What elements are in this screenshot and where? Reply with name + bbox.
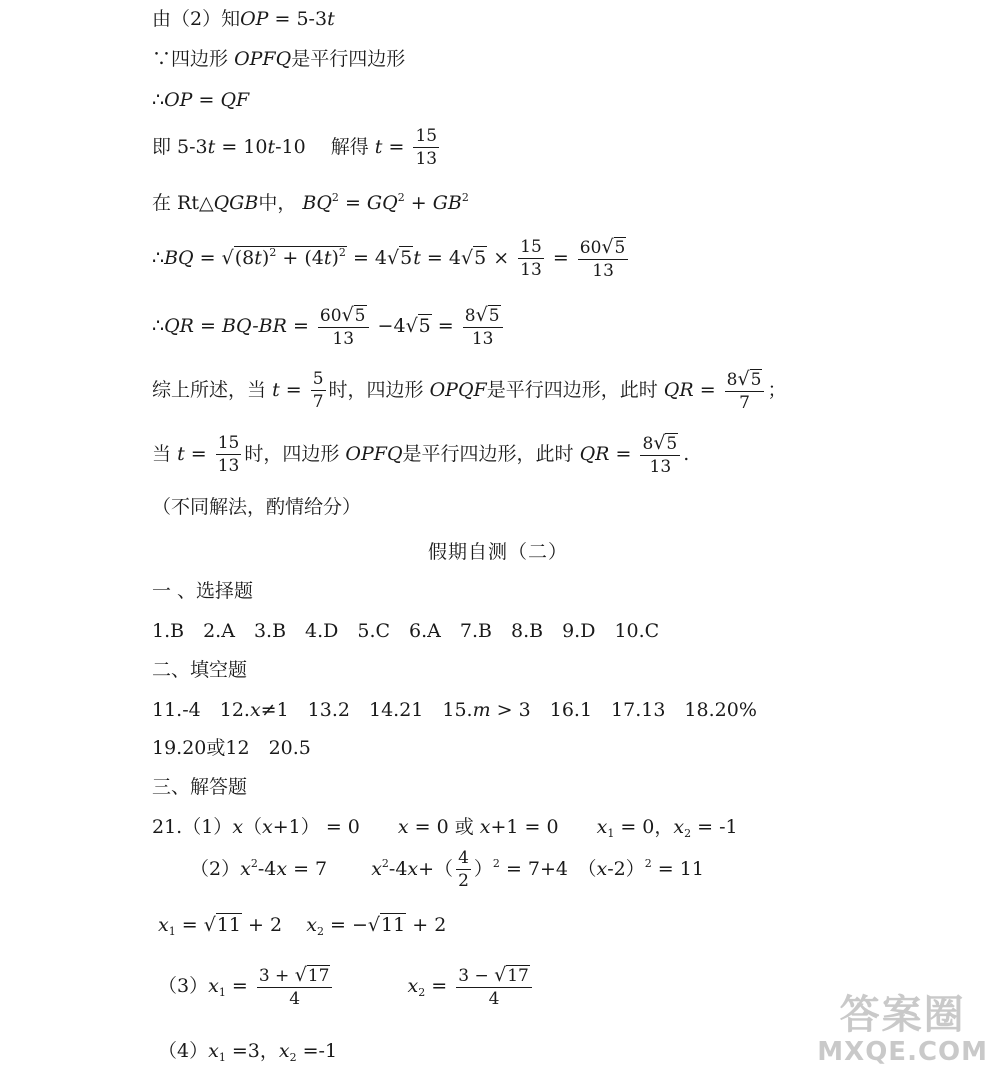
fraction bbox=[311, 371, 326, 411]
denominator: 13 bbox=[217, 456, 240, 476]
line-op bbox=[152, 10, 335, 29]
var-opfq: OPFQ bbox=[345, 443, 403, 465]
text: = -1 bbox=[691, 816, 738, 838]
radicand: 5 bbox=[666, 434, 678, 454]
text: （ bbox=[243, 816, 263, 838]
numerator: 4 bbox=[458, 848, 469, 868]
subscript: 1 bbox=[168, 925, 176, 938]
text: = 10 bbox=[215, 136, 268, 158]
var-x: x bbox=[596, 858, 608, 880]
line-pythagoras bbox=[152, 191, 469, 214]
var-op: OP bbox=[164, 89, 193, 111]
text: ≠1 13.2 14.21 15. bbox=[260, 699, 473, 721]
text: +1 = 0 bbox=[490, 816, 597, 838]
text: 当 bbox=[152, 443, 172, 465]
var-m: m bbox=[472, 699, 491, 721]
line-op-qf bbox=[152, 91, 249, 110]
var-bq: BQ bbox=[164, 247, 194, 269]
radicand: 5 bbox=[354, 306, 366, 326]
var-opfq: OPFQ bbox=[234, 48, 292, 70]
var-t: t bbox=[177, 443, 185, 465]
heading-choice: 一 、选择题 bbox=[152, 580, 254, 602]
radical bbox=[461, 249, 487, 268]
text: -4 bbox=[388, 858, 408, 880]
sqrt-icon: √ bbox=[405, 315, 418, 337]
sqrt-icon: √ bbox=[221, 247, 234, 269]
line-summary-1 bbox=[152, 370, 786, 412]
radicand: 11 bbox=[381, 914, 406, 936]
text: ) bbox=[331, 247, 339, 269]
fraction bbox=[456, 966, 532, 1008]
text: = bbox=[382, 136, 411, 158]
text: = bbox=[693, 379, 722, 401]
radical bbox=[406, 317, 432, 336]
var-bq-br: BQ-BR bbox=[221, 315, 287, 337]
fraction bbox=[463, 306, 503, 348]
var-t: t bbox=[207, 136, 216, 158]
text: 11.-4 12. bbox=[152, 699, 250, 721]
text: + 2 bbox=[406, 914, 447, 936]
var-x: x bbox=[232, 816, 244, 838]
q21-part4 bbox=[158, 1040, 338, 1064]
numerator: 3 + bbox=[258, 966, 295, 986]
text: 综上所述，当 bbox=[152, 379, 267, 401]
var-x: x bbox=[479, 816, 491, 838]
exponent: 2 bbox=[250, 857, 258, 870]
line-solve-t bbox=[152, 128, 442, 168]
exponent: 2 bbox=[269, 246, 277, 259]
fraction bbox=[257, 966, 333, 1008]
line-parallelogram bbox=[152, 50, 405, 69]
line-note bbox=[152, 498, 361, 517]
text: = 5-3 bbox=[268, 8, 328, 30]
text: = 7 bbox=[287, 858, 366, 880]
radical bbox=[387, 249, 413, 268]
sqrt-icon: √ bbox=[653, 432, 666, 454]
text: 时，四边形 bbox=[328, 379, 424, 401]
q21-part2 bbox=[190, 850, 704, 890]
fraction bbox=[318, 306, 369, 348]
text: ) bbox=[261, 247, 270, 269]
text: = bbox=[225, 975, 254, 997]
text: 是平行四边形 bbox=[291, 48, 406, 70]
var-t: t bbox=[327, 8, 335, 30]
subscript: 1 bbox=[607, 827, 615, 840]
sqrt-icon: √ bbox=[494, 964, 507, 986]
subscript: 2 bbox=[418, 986, 426, 999]
text: -2） bbox=[607, 858, 645, 880]
radicand: 17 bbox=[307, 966, 330, 986]
sqrt-icon: √ bbox=[387, 247, 400, 269]
denominator: 7 bbox=[312, 392, 324, 412]
text: > 3 16.1 17.13 18.20% bbox=[490, 699, 757, 721]
radicand: 5 bbox=[418, 315, 431, 337]
text: + 2 bbox=[242, 914, 283, 936]
var-t: t bbox=[267, 136, 276, 158]
text: ∴ bbox=[152, 315, 165, 337]
watermark-url: MXQE.COM bbox=[817, 1037, 988, 1067]
fraction bbox=[578, 238, 629, 280]
denominator: 2 bbox=[458, 871, 469, 891]
section-title: 假期自测（二） bbox=[428, 541, 569, 563]
denominator: 13 bbox=[415, 149, 438, 169]
radicand: 5 bbox=[400, 247, 413, 269]
text: = 11 bbox=[651, 858, 704, 880]
exponent: 2 bbox=[397, 191, 405, 204]
text: = 0 或 bbox=[408, 816, 480, 838]
text: = bbox=[279, 379, 308, 401]
radical bbox=[221, 246, 347, 269]
var-t: t bbox=[272, 379, 280, 401]
var-x: x bbox=[371, 858, 382, 880]
text: ∴ bbox=[152, 89, 165, 111]
radical bbox=[204, 916, 242, 935]
text: (8 bbox=[234, 247, 255, 269]
text: 4 bbox=[374, 247, 387, 269]
text: = bbox=[609, 443, 638, 465]
var-t: t bbox=[323, 247, 332, 269]
grading-note: （不同解法，酌情给分） bbox=[152, 496, 362, 518]
fraction bbox=[640, 434, 680, 476]
var-gb: GB bbox=[432, 192, 462, 214]
var-x: x bbox=[240, 858, 251, 880]
text: 中， bbox=[258, 192, 297, 214]
text: （4） bbox=[158, 1040, 209, 1062]
text: 由（2）知 bbox=[152, 8, 241, 30]
var-x: x bbox=[249, 699, 261, 721]
var-x: x bbox=[397, 816, 409, 838]
var-x: x bbox=[407, 858, 419, 880]
text: = bbox=[431, 315, 460, 337]
heading-solve: 三、解答题 bbox=[152, 776, 248, 798]
radicand: 5 bbox=[488, 306, 500, 326]
text: × bbox=[487, 247, 516, 269]
text: = bbox=[324, 914, 352, 936]
text: ∴ bbox=[152, 247, 165, 269]
answers-choice: 1.B 2.A 3.B 4.D 5.C 6.A 7.B 8.B 9.D 10.C bbox=[152, 620, 660, 642]
text: + bbox=[404, 192, 433, 214]
var-qr: QR bbox=[663, 379, 694, 401]
text: = bbox=[352, 247, 375, 269]
var-x: x bbox=[278, 1040, 290, 1062]
text: = bbox=[175, 914, 204, 936]
text: = 0， bbox=[614, 816, 674, 838]
numerator: 60 bbox=[579, 238, 602, 258]
text: + (4 bbox=[276, 247, 324, 269]
watermark-text: 答案圈 bbox=[839, 992, 966, 1038]
text: ∵四边形 bbox=[152, 48, 229, 70]
line-bq bbox=[152, 238, 631, 280]
text: 是平行四边形，此时 bbox=[402, 443, 574, 465]
denominator: 13 bbox=[649, 457, 672, 477]
text: − bbox=[377, 315, 394, 337]
text: 是平行四边形，此时 bbox=[486, 379, 658, 401]
answers-fill-2: 19.20或12 20.5 bbox=[152, 737, 311, 759]
denominator: 4 bbox=[488, 989, 500, 1009]
var-x: x bbox=[596, 816, 608, 838]
var-qf: QF bbox=[220, 89, 250, 111]
radicand: 11 bbox=[216, 914, 242, 936]
numerator: 3 − bbox=[458, 966, 495, 986]
exponent: 2 bbox=[381, 857, 389, 870]
sqrt-icon: √ bbox=[203, 914, 216, 936]
var-x: x bbox=[208, 975, 219, 997]
sqrt-icon: √ bbox=[341, 304, 354, 326]
fraction bbox=[413, 128, 439, 168]
text: （2） bbox=[190, 858, 241, 880]
radicand: 5 bbox=[614, 238, 626, 258]
var-x: x bbox=[673, 816, 685, 838]
exponent: 2 bbox=[461, 191, 469, 204]
radicand: 17 bbox=[507, 966, 529, 986]
radicand: 5 bbox=[750, 370, 762, 390]
var-bq: BQ bbox=[302, 192, 332, 214]
text: − bbox=[352, 914, 368, 936]
numerator: 8 bbox=[726, 370, 738, 390]
line-summary-2 bbox=[152, 434, 689, 476]
var-x: x bbox=[276, 858, 288, 880]
numerator: 15 bbox=[520, 237, 542, 257]
text: = bbox=[426, 247, 449, 269]
sqrt-icon: √ bbox=[460, 247, 474, 269]
q21-part2-roots bbox=[158, 914, 447, 938]
var-t: t bbox=[374, 136, 383, 158]
fraction bbox=[725, 370, 765, 412]
sqrt-icon: √ bbox=[367, 914, 381, 936]
var-x: x bbox=[158, 914, 169, 936]
sqrt-icon: √ bbox=[294, 964, 307, 986]
text: =-1 bbox=[296, 1040, 338, 1062]
text: . bbox=[683, 443, 690, 465]
text: 时，四边形 bbox=[244, 443, 340, 465]
denominator: 7 bbox=[739, 393, 750, 413]
denominator: 13 bbox=[592, 261, 614, 281]
denominator: 13 bbox=[471, 329, 494, 349]
radical bbox=[368, 916, 406, 935]
fraction bbox=[216, 435, 242, 475]
text: = bbox=[338, 192, 367, 214]
numerator: 8 bbox=[464, 306, 476, 326]
text: 4 bbox=[393, 315, 406, 337]
subscript: 1 bbox=[218, 1051, 226, 1064]
fraction bbox=[456, 850, 471, 890]
line-qr bbox=[152, 306, 506, 348]
var-x: x bbox=[407, 975, 419, 997]
subscript: 2 bbox=[684, 827, 692, 840]
text: 在 Rt△ bbox=[152, 192, 214, 214]
text: = bbox=[425, 975, 454, 997]
text: 21.（1） bbox=[152, 816, 233, 838]
var-op: OP bbox=[240, 8, 269, 30]
text: = bbox=[184, 443, 213, 465]
numerator: 15 bbox=[217, 433, 240, 453]
var-qr: QR bbox=[164, 315, 194, 337]
sqrt-icon: √ bbox=[475, 304, 488, 326]
text: = bbox=[192, 89, 221, 111]
heading-fill: 二、填空题 bbox=[152, 659, 248, 681]
text: =3， bbox=[225, 1040, 279, 1062]
text: （3） bbox=[158, 975, 209, 997]
var-x: x bbox=[208, 1040, 219, 1062]
exponent: 2 bbox=[644, 857, 652, 870]
text: ； bbox=[767, 379, 787, 401]
fraction bbox=[518, 239, 544, 279]
sqrt-icon: √ bbox=[737, 368, 750, 390]
denominator: 13 bbox=[520, 260, 542, 280]
text: = bbox=[286, 315, 315, 337]
numerator: 15 bbox=[415, 126, 438, 146]
var-x: x bbox=[262, 816, 273, 838]
radicand: 5 bbox=[474, 247, 487, 269]
subscript: 2 bbox=[317, 925, 324, 938]
text: = bbox=[193, 315, 222, 337]
text: -10 解得 bbox=[275, 136, 369, 158]
var-qr: QR bbox=[579, 443, 610, 465]
text: ） bbox=[473, 858, 493, 880]
denominator: 4 bbox=[289, 989, 301, 1009]
subscript: 2 bbox=[289, 1051, 297, 1064]
numerator: 5 bbox=[312, 369, 324, 389]
text: = 7+4 （ bbox=[499, 858, 597, 880]
subscript: 1 bbox=[218, 986, 226, 999]
var-opqf: OPQF bbox=[429, 379, 487, 401]
var-t: t bbox=[254, 247, 262, 269]
exponent: 2 bbox=[492, 857, 500, 870]
var-gq: GQ bbox=[366, 192, 398, 214]
var-qgb: QGB bbox=[213, 192, 259, 214]
q21-part1 bbox=[152, 816, 738, 840]
numerator: 60 bbox=[319, 306, 342, 326]
exponent: 2 bbox=[331, 191, 339, 204]
text: -4 bbox=[257, 858, 277, 880]
text: 即 5-3 bbox=[152, 136, 208, 158]
text: +（ bbox=[418, 858, 454, 880]
text: 4 bbox=[448, 247, 461, 269]
sqrt-icon: √ bbox=[601, 236, 614, 258]
var-t: t bbox=[413, 247, 421, 269]
text: = bbox=[193, 247, 222, 269]
text: = bbox=[546, 247, 575, 269]
var-x: x bbox=[306, 914, 317, 936]
numerator: 8 bbox=[642, 434, 654, 454]
q21-part3 bbox=[158, 966, 535, 1008]
exponent: 2 bbox=[338, 246, 346, 259]
denominator: 13 bbox=[332, 329, 355, 349]
answers-fill-1 bbox=[152, 701, 757, 720]
watermark-logo bbox=[817, 992, 988, 1067]
text: +1） = 0 bbox=[272, 816, 398, 838]
